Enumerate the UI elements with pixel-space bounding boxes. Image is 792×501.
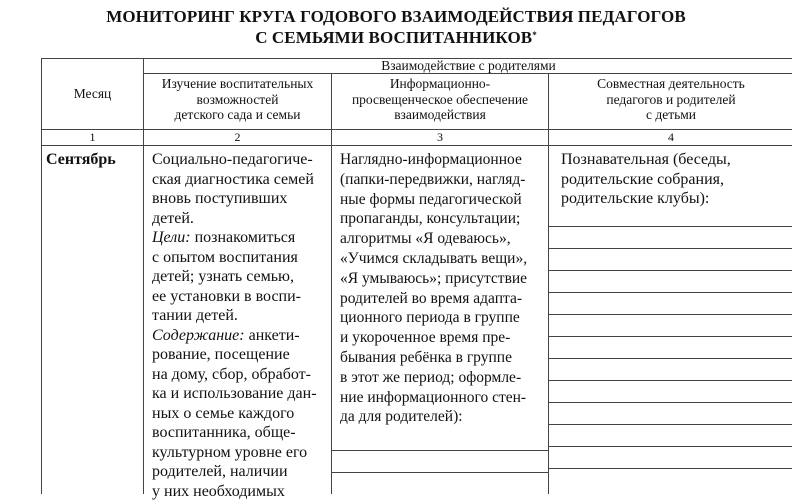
col4-row-line (548, 402, 792, 403)
col3-line: пропаганды, консультации; (340, 209, 527, 229)
col2-line: ее установки в воспи- (152, 287, 317, 307)
col3-line: да для родителей): (340, 407, 527, 427)
col3-line: (папки-передвижки, нагляд- (340, 170, 527, 190)
col4-row-line (548, 424, 792, 425)
column-number-2: 2 (144, 130, 331, 144)
col2-line: ных о семье каждого (152, 404, 317, 424)
col3-line: ние информационного стен- (340, 388, 527, 408)
col4-line: родительские клубы): (561, 189, 731, 209)
col4-row-line (548, 468, 792, 469)
col2-line: на дому, сбор, обработ- (152, 365, 317, 385)
col2-line (152, 326, 317, 346)
col2-line: Социально-педагогиче- (152, 150, 317, 170)
numbers-row-bottom-border (41, 145, 792, 146)
header-col3-line: Информационно- (332, 76, 548, 92)
col4-row-line (548, 226, 792, 227)
header-col4-line: с детьми (549, 107, 792, 123)
header-col2-line: Изучение воспитательных (144, 76, 331, 92)
header-group: Взаимодействие с родителями (144, 59, 792, 73)
col4-row-line (548, 380, 792, 381)
col3-line: и укороченное время пре- (340, 328, 527, 348)
col2-line (152, 228, 317, 248)
col2-line: воспитанника, обще- (152, 423, 317, 443)
col2-line-label: Цели: (152, 229, 191, 246)
header-col3-line: взаимодействия (332, 107, 548, 123)
header-col2-line: детского сада и семьи (144, 107, 331, 123)
col4-row-line (548, 314, 792, 315)
col4-row-line (548, 358, 792, 359)
col3-line: ные формы педагогической (340, 190, 527, 210)
column-number-3: 3 (332, 130, 548, 144)
col3-line: Наглядно-информационное (340, 150, 527, 170)
title-line-2-text: С СЕМЬЯМИ ВОСПИТАННИКОВ (255, 28, 532, 47)
col2-line: детей; узнать семью, (152, 267, 317, 287)
col2-line-text: анкети- (245, 327, 300, 344)
header-col4-line: педагогов и родителей (549, 92, 792, 108)
col2-line: детей. (152, 209, 317, 229)
col2-line-label: Содержание: (152, 327, 245, 344)
table-left-border (41, 58, 42, 494)
col2-line: рование, посещение (152, 345, 317, 365)
header-col3-line: просвещенческое обеспечение (332, 92, 548, 108)
col2-line: родителей, наличии (152, 462, 317, 482)
col3-line: «Я умываюсь»; присутствие (340, 269, 527, 289)
col2-line: у них необходимых (152, 482, 317, 501)
col3-line: бывания ребёнка в группе (340, 348, 527, 368)
column-number-1: 1 (42, 130, 143, 144)
col4-row-line (548, 270, 792, 271)
col4-line: Познавательная (беседы, (561, 150, 731, 170)
col2-line: культурном уровне его (152, 443, 317, 463)
col3-line: родителей во время адапта- (340, 289, 527, 309)
col-divider-1 (143, 58, 144, 494)
col3-line: «Учимся складывать вещи», (340, 249, 527, 269)
col2-line: с опытом воспитания (152, 248, 317, 268)
row-month: Сентябрь (46, 150, 116, 170)
col3-line: алгоритмы «Я одеваюсь», (340, 229, 527, 249)
title-line-1: МОНИТОРИНГ КРУГА ГОДОВОГО ВЗАИМОДЕЙСТВИЯ ПЕДАГОГОВ (0, 6, 792, 27)
col2-line: тании детей. (152, 306, 317, 326)
col3-row-line (331, 450, 548, 451)
column-number-4: 4 (549, 130, 792, 144)
col4-row-line (548, 336, 792, 337)
col3-line: в этот же период; оформле- (340, 368, 527, 388)
col3-line: ционного периода в группе (340, 308, 527, 328)
col4-row-line (548, 292, 792, 293)
col2-line-text: познакомиться (191, 229, 296, 246)
col3-row-line (331, 472, 548, 473)
col2-content (152, 150, 317, 501)
col3-content (340, 150, 527, 427)
col4-line: родительские собрания, (561, 170, 731, 190)
header-col2 (144, 76, 331, 123)
col2-line: вновь поступивших (152, 189, 317, 209)
header-month: Месяц (42, 86, 143, 102)
page-title (0, 6, 792, 48)
header-col3 (332, 76, 548, 123)
col4-row-line (548, 446, 792, 447)
header-col4 (549, 76, 792, 123)
header-col2-line: возможностей (144, 92, 331, 108)
header-col4-line: Совместная деятельность (549, 76, 792, 92)
group-header-divider (143, 73, 792, 74)
col2-line: ская диагностика семей (152, 170, 317, 190)
col4-row-line (548, 248, 792, 249)
title-line-2 (0, 27, 792, 48)
col2-line: ка и использование дан- (152, 384, 317, 404)
footnote-mark: * (532, 30, 537, 40)
col4-content (561, 150, 731, 209)
